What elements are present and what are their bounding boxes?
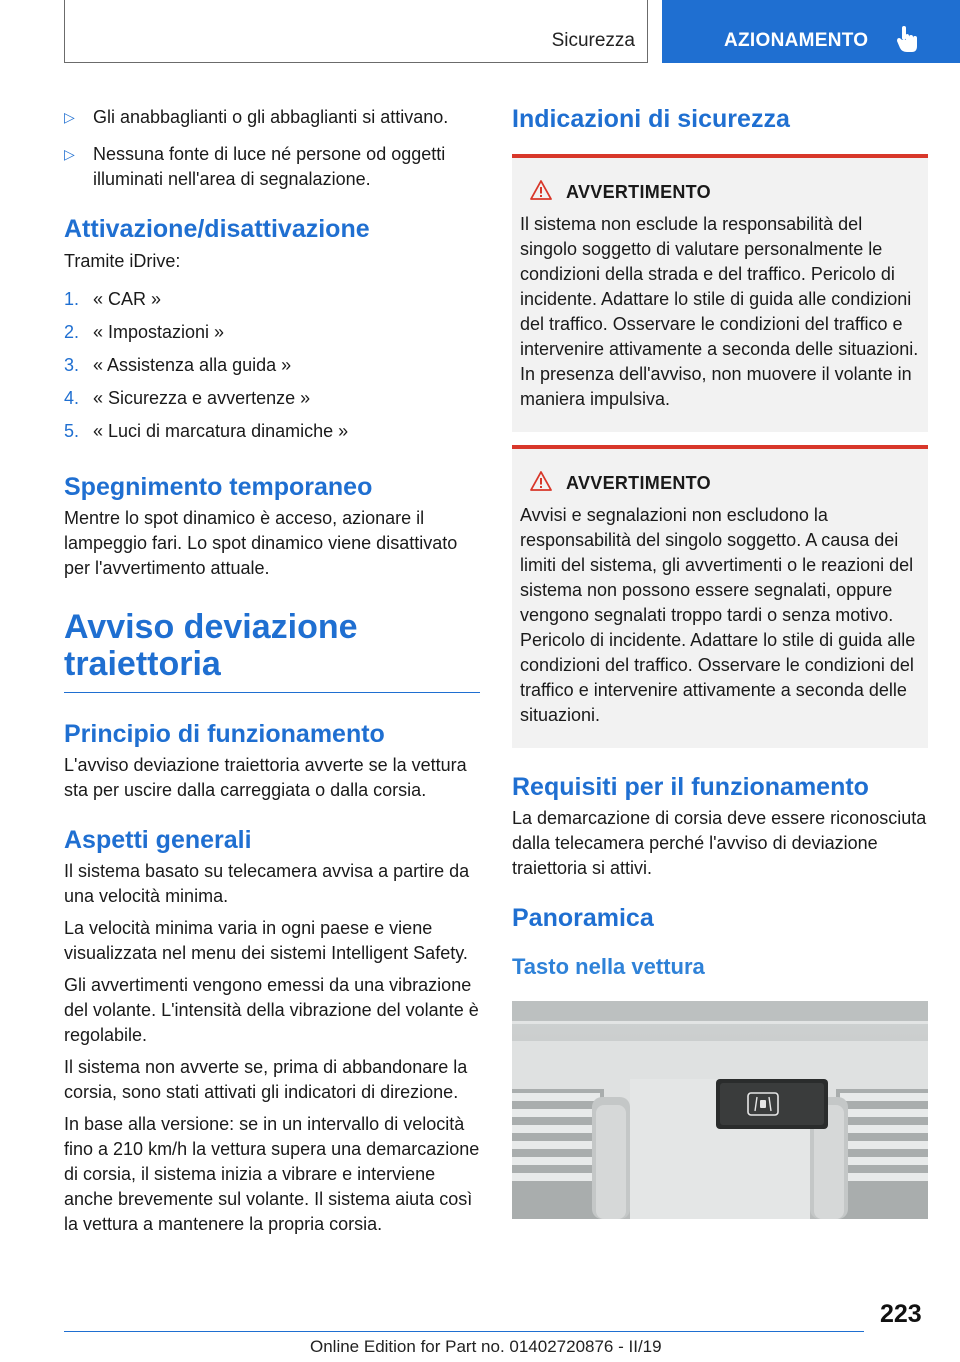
step-number: 4.: [64, 388, 80, 408]
bullet-text: Gli anabbaglianti o gli abbaglianti si attivano.: [93, 107, 449, 127]
button-subheading: Tasto nella vettura: [512, 954, 705, 979]
principle-heading: Principio di funzionamento: [64, 720, 385, 748]
requirements-text: La demarcazione di corsia deve essere riconosciuta dalla telecamera perché l'avviso di deviazione traiettoria si attivi.: [512, 808, 927, 878]
step-item: [64, 386, 480, 419]
general-paragraph: Gli avvertimenti vengono emessi da una vibrazione del volante. L'intensità della vibrazione del volante è regolabile.: [64, 975, 479, 1045]
footer-divider: [64, 1331, 864, 1332]
right-column: [512, 96, 928, 1219]
overview-heading: Panoramica: [512, 904, 654, 932]
footer-edition: Online Edition for Part no. 01402720876 - II/19: [310, 1337, 662, 1356]
general-paragraph: Il sistema non avverte se, prima di abbandonare la corsia, sono stati attivati gli indicatori di direzione.: [64, 1057, 468, 1102]
temporary-off-heading: Spegnimento temporaneo: [64, 473, 373, 501]
warning-header: [520, 449, 920, 503]
step-text: « Sicurezza e avvertenze »: [93, 388, 311, 408]
warning-triangle-icon: [530, 180, 552, 200]
safety-heading: Indicazioni di sicurezza: [512, 105, 790, 133]
list-item: [64, 142, 480, 192]
warning-box: [512, 445, 928, 748]
main-title-line-2: traiettoria: [64, 645, 221, 683]
list-item: [64, 105, 480, 130]
step-item: [64, 353, 480, 386]
activation-heading: Attivazione/disattivazione: [64, 215, 370, 243]
step-item: [64, 419, 480, 452]
main-title-line-1: Avviso deviazione: [64, 608, 358, 646]
step-item: [64, 320, 480, 353]
general-paragraph: Il sistema basato su telecamera avvisa a partire da una velocità minima.: [64, 861, 470, 906]
main-section-title: [64, 609, 480, 683]
step-number: 1.: [64, 289, 80, 309]
bullet-text: Nessuna fonte di luce né persone od oggetti illuminati nell'area di segnalazione.: [93, 144, 446, 189]
left-column: [64, 96, 480, 1237]
warning-header: [520, 158, 920, 212]
warning-box: [512, 154, 928, 432]
warning-text: Il sistema non esclude la responsabilità del singolo soggetto di valutare personalmente le condizioni della strada e del traffico. Pericolo di incidente. Adattare lo stile di guida alle condizioni del traffico. Osservare le condizioni del traffico e intervenire attivamente a seconda delle situazioni. In presenza dell'avviso, non muovere il volante in maniera impulsiva.: [520, 214, 919, 409]
step-text: « Luci di marcatura dinamiche »: [93, 421, 349, 441]
triangle-bullet-icon: ▷: [64, 109, 75, 125]
principle-text: L'avviso deviazione traiettoria avverte se la vettura sta per uscire dalla carreggiata o dalla corsia.: [64, 755, 467, 800]
temporary-off-text: Mentre lo spot dinamico è acceso, azionare il lampeggio fari. Lo spot dinamico viene disattivato per l'avvertimento attuale.: [64, 508, 458, 578]
general-paragraph: In base alla versione: se in un intervallo di velocità fino a 210 km/h la vettura supera una demarcazione di corsia, il sistema inizia a vibrare e interviene anche brevemente sul volante. Il sistema aiuta così la vettura a mantenere la propria corsia.: [64, 1114, 480, 1234]
warning-triangle-icon: [530, 471, 552, 491]
step-text: « Assistenza alla guida »: [93, 355, 292, 375]
warning-label: AVVERTIMENTO: [566, 182, 711, 202]
header-chapter-label: AZIONAMENTO: [724, 30, 869, 51]
general-paragraph: La velocità minima varia in ogni paese e viene visualizzata nel menu dei sistemi Intelligent Safety.: [64, 918, 468, 963]
triangle-bullet-icon: ▷: [64, 146, 75, 162]
header-section-label: Sicurezza: [551, 30, 635, 51]
warning-label: AVVERTIMENTO: [566, 473, 711, 493]
step-item: [64, 287, 480, 320]
requirements-heading: Requisiti per il funzionamento: [512, 773, 869, 801]
section-divider: [64, 692, 480, 693]
step-number: 5.: [64, 421, 80, 441]
warning-text: Avvisi e segnalazioni non escludono la responsabilità del singolo soggetto. A causa dei limiti del sistema, gli avvertimenti o le reazioni del sistema non possono essere segnalati, oppure vengono segnalati troppo tardi o senza motivo. Pericolo di incidente. Adattare lo stile di guida alle condizioni del traffico. Osservare le condizioni del traffico e intervenire attivamente a seconda delle situazioni.: [520, 505, 916, 725]
step-number: 2.: [64, 322, 80, 342]
page-number: 223: [880, 1300, 922, 1328]
activation-intro: Tramite iDrive:: [64, 251, 181, 271]
step-text: « Impostazioni »: [93, 322, 225, 342]
step-number: 3.: [64, 355, 80, 375]
dashboard-button-photo: [512, 1001, 928, 1219]
idrive-steps: [64, 287, 480, 452]
step-text: « CAR »: [93, 289, 162, 309]
general-heading: Aspetti generali: [64, 826, 252, 854]
header-section-box: [64, 0, 648, 63]
hand-pointer-icon: [894, 24, 920, 54]
header-chapter-tab: [662, 0, 960, 63]
